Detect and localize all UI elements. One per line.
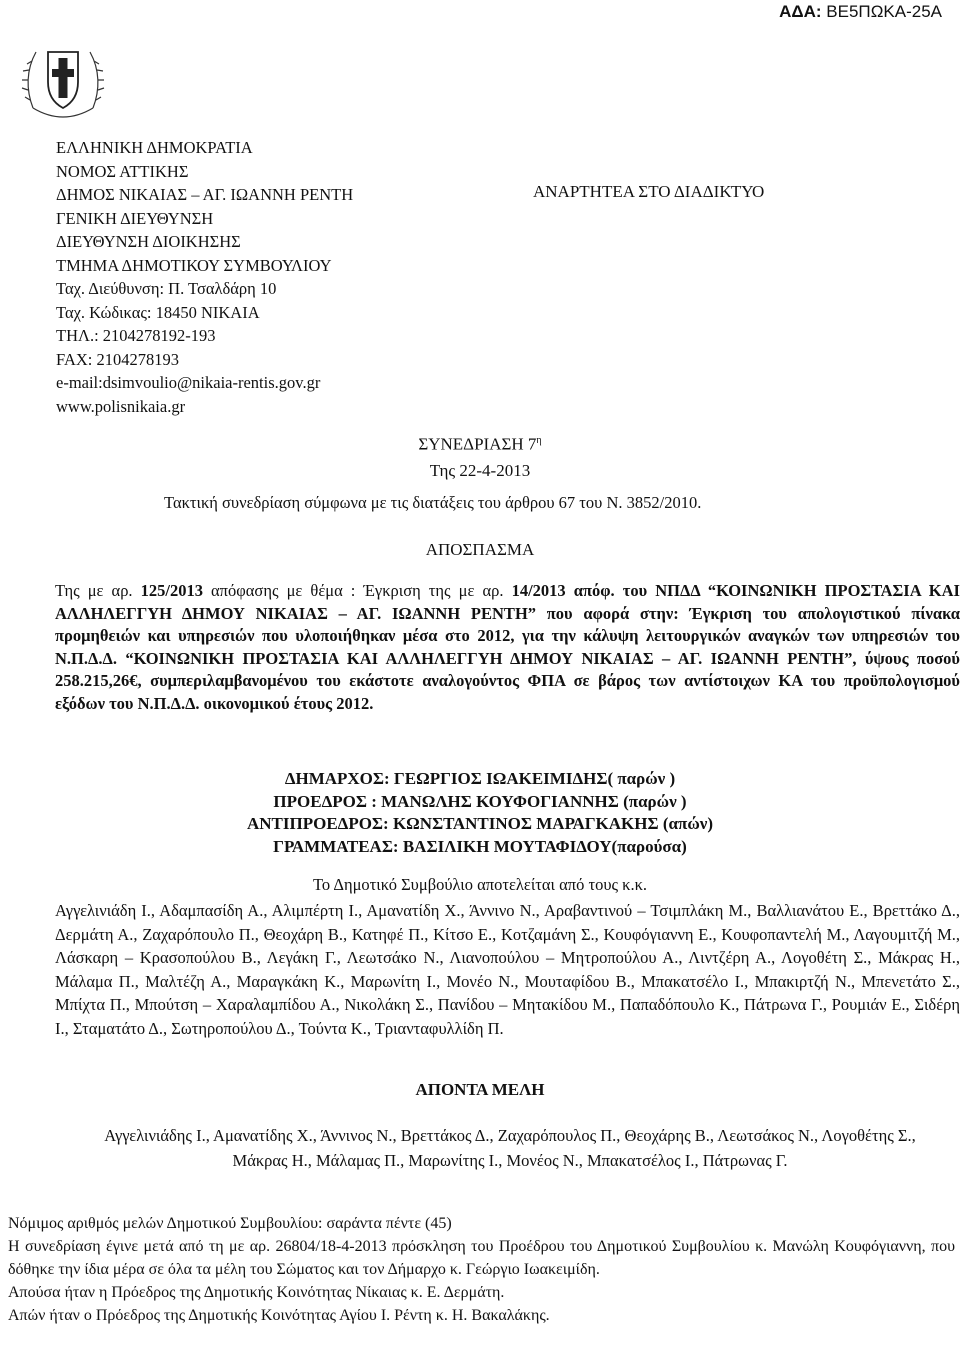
officials-list (0, 768, 960, 858)
session-date: Της 22-4-2013 (429, 460, 531, 480)
extract-heading: ΑΠΟΣΠΑΣΜΑ (425, 540, 535, 559)
official-president: ΠΡΟΕΔΡΟΣ : ΜΑΝΩΛΗΣ ΚΟΥΦΟΓΙΑΝΝΗΣ (παρών ) (273, 791, 687, 811)
ada-label: ΑΔΑ: (779, 2, 822, 21)
subject-body: 14/2013 απόφ. του ΝΠΔΔ “ΚΟΙΝΩΝΙΚΗ ΠΡΟΣΤΑΣΙΑ ΚΑΙ ΑΛΛΗΛΕΓΓΥΗ ΔΗΜΟΥ ΝΙΚΑΙΑΣ – ΑΓ. ΙΩΑΝΝΗ ΡΕΝΤΗ” που αφορά στην: Έγκριση του απολογιστικού πίνακα προμηθειών και υπηρεσιών που υλοποιήθηκαν μέσα στο 2012, για την κάλυψη λειτουργικών αναγκών των υπηρεσιών του Ν.Π.Δ.Δ. “ΚΟΙΝΩΝΙΚΗ ΠΡΟΣΤΑΣΙΑ ΚΑΙ ΑΛΛΗΛΕΓΓΥΗ ΔΗΜΟΥ ΝΙΚΑΙΑΣ – ΑΓ. ΙΩΑΝΝΗ ΡΕΝΤΗ”, ύψους ποσού 258.215,26€, συμπεριλαμβανομένου του εκάστοτε αναλογούντος ΦΠΑ σε βάρος των αντίστοιχων ΚΑ του προϋπολογισμού εξόδων του Ν.Π.Δ.Δ. οικονομικού έτους 2012. (55, 581, 960, 713)
sender-line: ΤΜΗΜΑ ΔΗΜΟΤΙΚΟΥ ΣΥΜΒΟΥΛΙΟΥ (56, 255, 332, 275)
sender-block (56, 136, 353, 418)
members-intro: Το Δημοτικό Συμβούλιο αποτελείται από τους κ.κ. (312, 875, 648, 894)
absent-members-list: Αγγελινιάδης Ι., Αμανατίδης Χ., Άννινος Ν., Βρεττάκος Δ., Ζαχαρόπουλος Π., Θεοχάρης Β., Λεωτσάκος Ν., Λογοθέτης Σ., Μάκρας Η., Μάλαμας Π., Μαρωνίτης Ι., Μονέος Ν., Μπακατσέλος Ι., Πάτρωνας Γ. (104, 1126, 916, 1170)
sender-line: ΤΗΛ.: 2104278192-193 (56, 326, 216, 345)
footer-note: Απούσα ήταν η Πρόεδρος της Δημοτικής Κοινότητας Νίκαιας κ. Ε. Δερμάτη. (8, 1284, 505, 1301)
sender-line: ΕΛΛΗΝΙΚΗ ΔΗΜΟΚΡΑΤΙΑ (56, 138, 253, 157)
session-title (0, 428, 960, 458)
ada-code: ΒΕ5ΠΩΚΑ-25Α (826, 2, 942, 21)
sender-line: FAX: 2104278193 (56, 349, 179, 369)
absent-heading: ΑΠΟΝΤΑ ΜΕΛΗ (415, 1080, 545, 1099)
footer-note: Απών ήταν ο Πρόεδρος της Δημοτικής Κοινότητας Αγίου Ι. Ρέντη κ. Η. Βακαλάκης. (8, 1307, 550, 1324)
sender-line: ΓΕΝΙΚΗ ΔΙΕΥΘΥΝΣΗ (56, 208, 214, 228)
ada-header (779, 2, 942, 22)
sender-line: Ταχ. Κώδικας: 18450 ΝΙΚΑΙΑ (56, 302, 260, 322)
official-vice-president: ΑΝΤΙΠΡΟΕΔΡΟΣ: ΚΩΝΣΤΑΝΤΙΝΟΣ ΜΑΡΑΓΚΑΚΗΣ (απών) (246, 814, 713, 833)
session-heading (0, 428, 960, 484)
session-description: Τακτική συνεδρίαση σύμφωνα με τις διατάξεις του άρθρου 67 του Ν. 3852/2010. (164, 493, 702, 512)
session-ordinal: η (536, 435, 542, 446)
members-list: Αγγελινιάδη Ι., Αδαμπασίδη Α., Αλιμπέρτη Ι., Αμανατίδη Χ., Άννινο Ν., Αραβαντινού – Τσιμπλάκη Μ., Βαλλιανάτου Ε., Βρεττάκο Δ., Δερμάτη Α., Ζαχαρόπουλο Π., Θεοχάρη Β., Κατηφέ Π., Κίτσο Ε., Κοτζαμάνη Σ., Κουφόγιαννη Ε., Κουφοπαντελή Μ., Λαγουμιτζή Μ., Λάσκαρη – Κρασοπούλου Β., Λεγάκη Γ., Λεωτσάκο Ν., Λιανοπούλου – Μητροπούλου Α., Λιντζέρη Α., Λογοθέτη Σ., Μάκρας Η., Μάλαμα Π., Μαλτέζη Α., Μαραγκάκη Κ., Μαρωνίτη Ι., Μονέο Ν., Μουταφίδου Β., Μπακατσέλο Ι., Μπακιρτζή Ν., Μπενετάτο Σ., Μπίχτα Π., Μπούτση – Χαραλαμπίδου Α., Νικολάκη Σ., Πανίδου – Μητακίδου Μ., Παπαδόπουλο Κ., Πάτρωνα Γ., Ρουμιάν Ε., Σιδέρη Ι., Σταματάτο Δ., Σωτηροπούλου Δ., Τούντα Κ., Τριανταφυλλίδη Π. (55, 901, 960, 1038)
footer-note: Η συνεδρίαση έγινε μετά από τη με αρ. 26804/18-4-2013 πρόσκληση του Προέδρου του Δημοτικού Συμβουλίου κ. Μανώλη Κουφόγιαννη, που δόθηκε την ίδια μέρα σε όλα τα μέλη του Σώματος και τον Δήμαρχο κ. Γεώργιο Ιωακειμίδη. (8, 1238, 955, 1278)
sender-line: www.polisnikaia.gr (56, 396, 186, 416)
sender-line: e-mail:dsimvoulio@nikaia-rentis.gov.gr (56, 373, 321, 392)
greek-emblem-icon (18, 30, 108, 130)
sender-line: Ταχ. Διεύθυνση: Π. Τσαλδάρη 10 (56, 279, 277, 298)
footer-note: Νόμιμος αριθμός μελών Δημοτικού Συμβουλίου: σαράντα πέντε (45) (8, 1215, 452, 1232)
session-number: ΣΥΝΕΔΡΙΑΣΗ 7 (418, 434, 537, 454)
footer-notes (8, 1212, 955, 1327)
decision-number: 125/2013 (140, 581, 203, 600)
sender-line: ΔΗΜΟΣ ΝΙΚΑΙΑΣ – ΑΓ. ΙΩΑΝΝΗ ΡΕΝΤΗ (56, 185, 354, 204)
posting-notice: ΑΝΑΡΤΗΤΕΑ ΣΤΟ ΔΙΑΔΙΚΤΥΟ (533, 182, 765, 201)
decision-subject (55, 580, 960, 715)
official-mayor: ΔΗΜΑΡΧΟΣ: ΓΕΩΡΓΙΟΣ ΙΩΑΚΕΙΜΙΔΗΣ( παρών ) (284, 769, 676, 788)
subject-text: Της με αρ. (55, 581, 141, 600)
subject-text: απόφασης με θέμα : Έγκριση της με αρ. (202, 581, 512, 600)
official-secretary: ΓΡΑΜΜΑΤΕΑΣ: ΒΑΣΙΛΙΚΗ ΜΟΥΤΑΦΙΔΟΥ(παρούσα) (273, 836, 687, 856)
sender-line: ΝΟΜΟΣ ΑΤΤΙΚΗΣ (56, 161, 189, 181)
sender-line: ΔΙΕΥΘΥΝΣΗ ΔΙΟΙΚΗΣΗΣ (56, 232, 241, 251)
